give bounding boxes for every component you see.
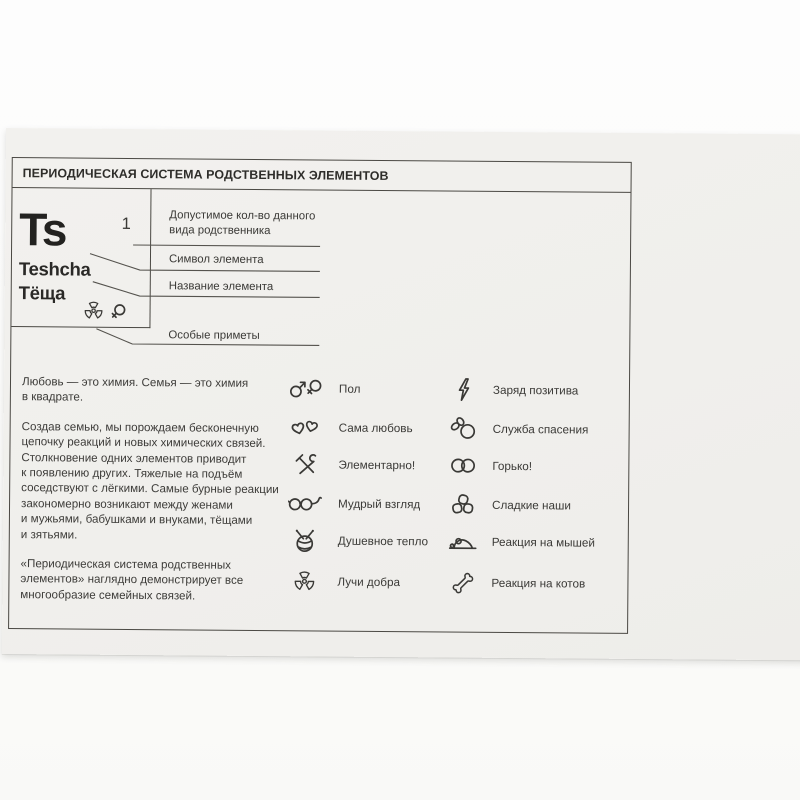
element-cell-teshcha (11, 188, 151, 328)
legend-label: Лучи добра (337, 575, 401, 589)
legend-item-warmth (278, 527, 429, 554)
legend-item-rescue-service (441, 415, 589, 442)
element-count: 1 (121, 215, 131, 234)
intro-paragraph: «Периодическая система родственных элементов» наглядно демонстрирует все многообразие семейных связей. (20, 557, 244, 603)
intro-paragraph: Любовь — это химия. Семья — это химия в квадрате. (21, 375, 249, 405)
legend-item-mouse-reaction (440, 528, 595, 555)
rings-icon (449, 456, 477, 474)
element-marks (83, 301, 125, 321)
legend-label: Мудрый взгляд (338, 497, 421, 511)
pacifier-icon (449, 416, 479, 440)
glasses-icon (288, 495, 322, 512)
element-name-latin: Teshcha (18, 258, 91, 281)
element-name-cyrillic: Тёща (18, 282, 66, 304)
callout-name-label: Название элемента (168, 280, 274, 294)
legend-label: Душевное тепло (337, 534, 429, 548)
legend-item-love (279, 414, 413, 441)
legend-label: Сладкие наши (492, 498, 571, 512)
legend-label: Сама любовь (338, 421, 413, 435)
legend-item-rays-of-good (277, 568, 400, 595)
legend-label: Элементарно! (338, 458, 416, 472)
legend-item-sweet-ones (440, 491, 571, 518)
bone-icon (451, 571, 474, 594)
page-title: ПЕРИОДИЧЕСКАЯ СИСТЕМА РОДСТВЕННЫХ ЭЛЕМЕНТОВ (22, 165, 389, 183)
legend-label: Реакция на котов (491, 576, 586, 591)
radiation-icon (293, 570, 315, 592)
legend-label: Пол (338, 382, 361, 396)
legend-label: Горько! (492, 459, 533, 473)
legend-label: Реакция на мышей (491, 535, 596, 550)
legend-item-cat-reaction (439, 569, 585, 596)
intro-paragraph: Создав семью, мы порождаем бесконечную цепочку реакций и новых химических связей. Столкновение одних элементов приводит к появлению других. Тяжелые на подъём соседствуют с лёгкими. Самые бурные реакции закономерно возникают между женами и мужьями, бабушками и внуками, тёщами и зятьями. (20, 419, 279, 542)
legend-item-elementary (278, 451, 415, 478)
hearts-icon (289, 416, 322, 438)
element-symbol: Ts (18, 203, 66, 256)
sugar-cubes-icon (451, 494, 475, 516)
legend-item-bitter (440, 452, 532, 479)
legend-label: Заряд позитива (492, 383, 579, 398)
table-frame (8, 157, 632, 634)
callout-marks-label: Особые приметы (168, 329, 260, 342)
legend-item-wise-look (278, 490, 420, 517)
radiation-icon (83, 301, 103, 321)
female-icon (108, 304, 125, 321)
tools-icon (293, 452, 318, 476)
legend-item-gender (279, 375, 361, 402)
postcard (2, 128, 800, 661)
title-bar (13, 158, 631, 193)
callout-count-label: Допустимое кол-во данного вида родственника (169, 209, 316, 238)
yarn-icon (293, 527, 317, 553)
callout-symbol-label: Символ элемента (168, 253, 264, 267)
legend-item-positive-charge (441, 376, 579, 403)
lightning-icon (456, 378, 472, 402)
mouse-icon (448, 532, 478, 550)
gender-icon (288, 377, 324, 399)
legend-label: Служба спасения (492, 422, 589, 437)
